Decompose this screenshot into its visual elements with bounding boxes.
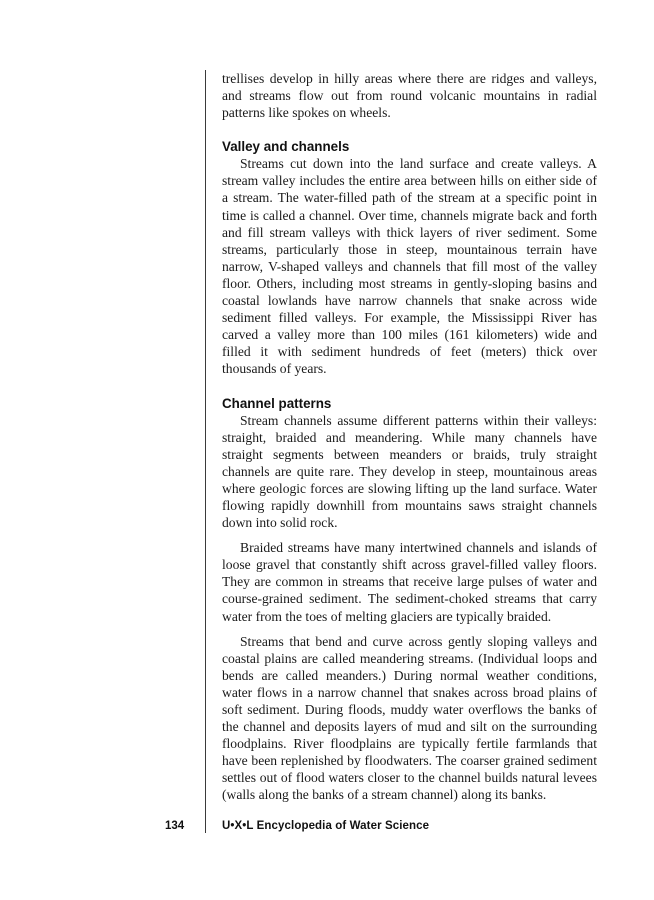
footer-title: U•X•L Encyclopedia of Water Science [222,820,430,832]
section-heading-valley: Valley and channels [222,139,350,155]
patterns-paragraph-3: Streams that bend and curve across gently sloping valleys and coastal plains are called meandering streams. (Individual loops and bends are called meanders.) During normal weather conditions, water flows in a narrow channel that snakes across broad plains of soft sediment. During floods, muddy water overflows the banks of the channel and deposits layers of mud and silt on the surrounding floodplains. River floodplains are typically fertile farmlands that have been replenished by floodwaters. The coarser grained sediment settles out of flood waters closer to the channel builds natural levees (walls along the banks of a stream channel) along its banks. [222,633,597,803]
patterns-paragraph-1: Stream channels assume different patterns within their valleys: straight, braided and meandering. While many channels have straight segments between meanders or braids, truly straight channels are quite rare. They develop in steep, mountainous areas where geologic forces are slowing lifting up the land surface. Water flowing rapidly downhill from mountains saws straight channels down into solid rock. [222,412,597,531]
intro-paragraph: trellises develop in hilly areas where there are ridges and valleys, and streams flow out from round volcanic mountains in radial patterns like spokes on wheels. [222,71,597,121]
page-footer [0,819,654,837]
valley-paragraph: Streams cut down into the land surface and create valleys. A stream valley includes the entire area between hills on either side of a stream. The water-filled path of the stream at a specific point in time is called a channel. Over time, channels migrate back and forth and fill stream valleys with thick layers of river sediment. Some streams, particularly those in steep, mountainous terrain have narrow, V-shaped valleys and channels that fill most of the valley floor. Others, including most streams in gently-sloping basins and coastal lowlands have narrow channels that snake across wide sediment filled valleys. For example, the Mississippi River has carved a valley more than 100 miles (161 kilometers) wide and filled it with sediment hundreds of feet (meters) thick over thousands of years. [222,156,597,377]
patterns-paragraph-2: Braided streams have many intertwined channels and islands of loose gravel that constantly shift across gravel-filled valley floors. They are common in streams that receive large pulses of water and course-grained sediment. The sediment-choked streams that carry water from the toes of melting glaciers are typically braided. [222,540,597,624]
page-number: 134 [165,820,185,832]
margin-rule [205,70,206,833]
section-heading-patterns: Channel patterns [222,395,332,411]
body-text [222,70,597,812]
